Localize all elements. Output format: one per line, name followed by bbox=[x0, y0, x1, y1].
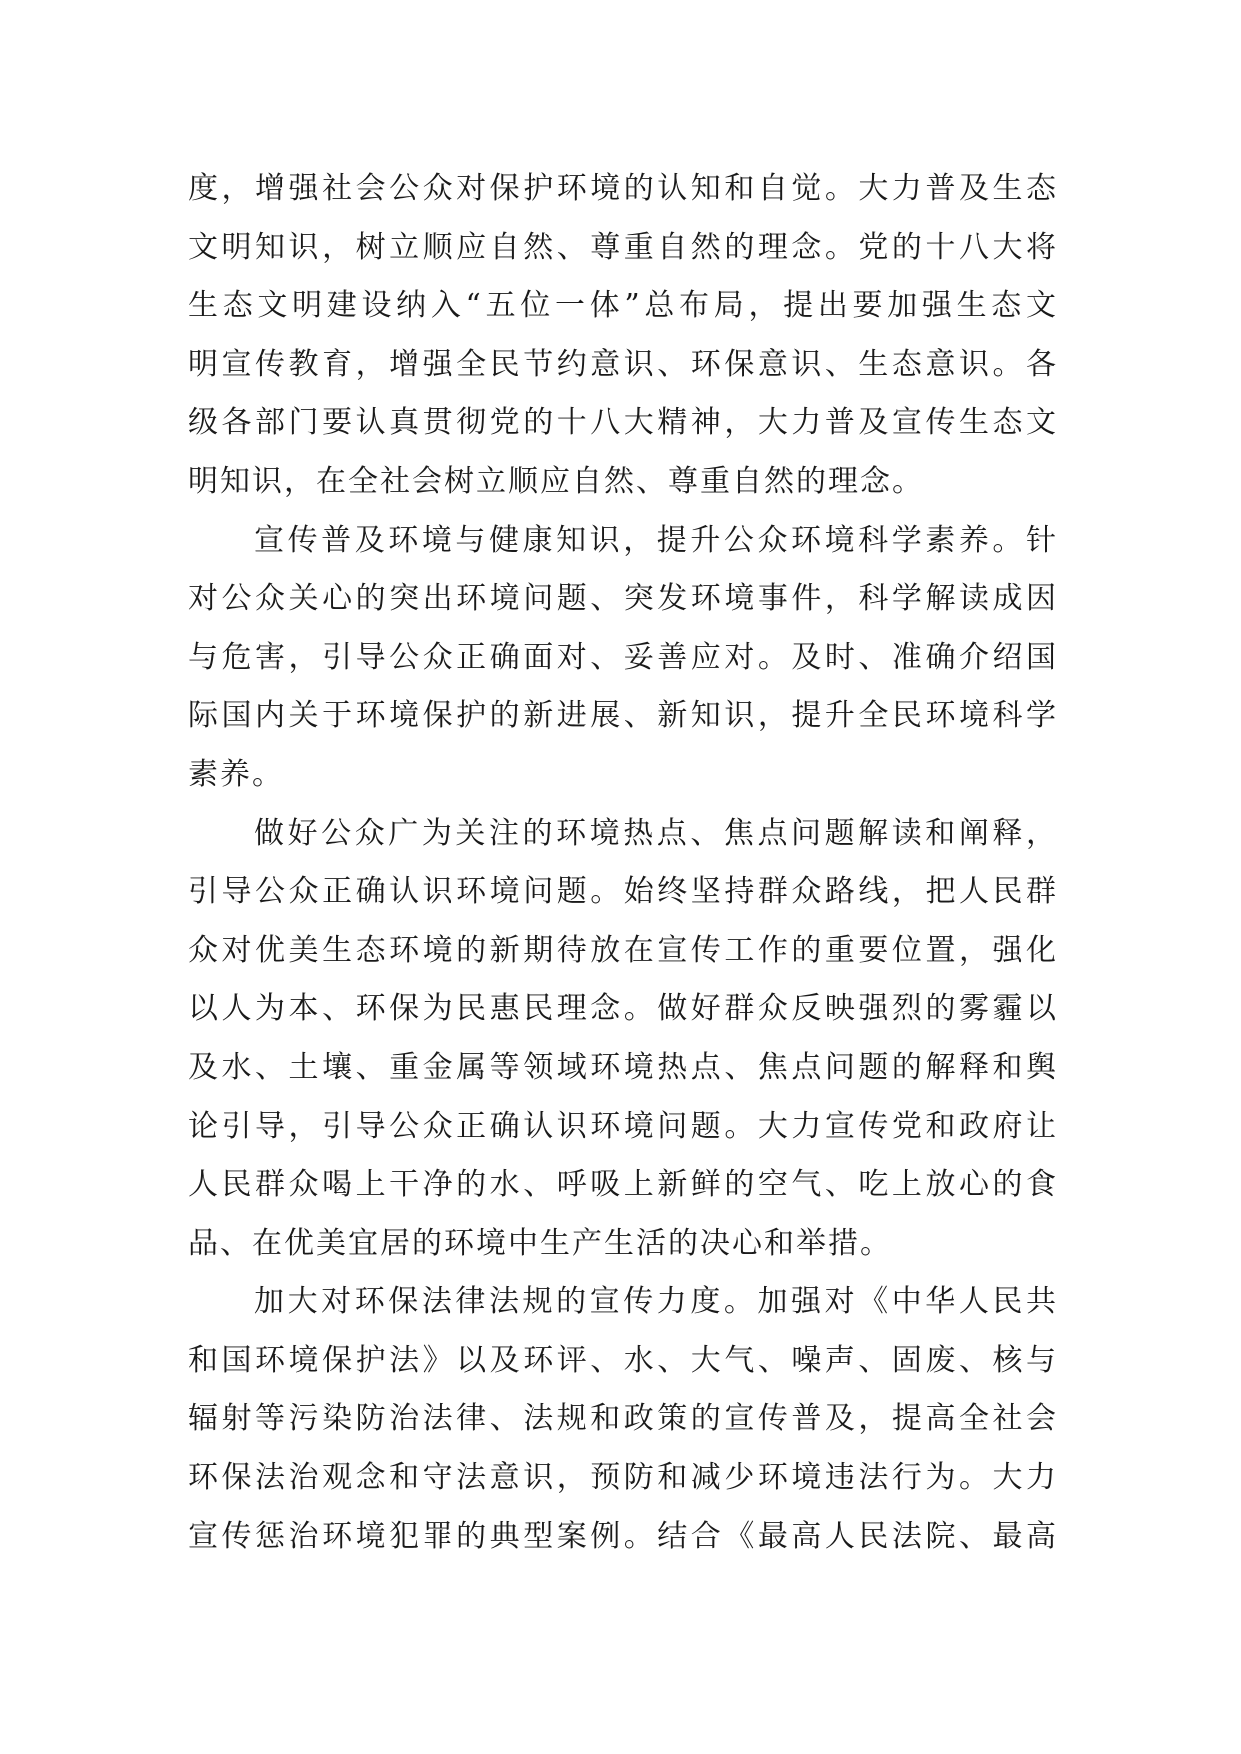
text-line: 宣传普及环境与健康知识，提升公众环境科学素养。针 bbox=[254, 522, 1058, 558]
paragraph bbox=[188, 1273, 1058, 1566]
paragraph bbox=[188, 160, 1058, 512]
text-line: 度，增强社会公众对保护环境的认知和自觉。大力普及生态 bbox=[188, 171, 1058, 206]
text-line: 对公众关心的突出环境问题、突发环境事件，科学解读成因 bbox=[188, 581, 1058, 617]
text-line: 明宣传教育，增强全民节约意识、环保意识、生态意识。各 bbox=[188, 346, 1058, 382]
body-text bbox=[188, 160, 1058, 1566]
text-line: 加大对环保法律法规的宣传力度。加强对《中华人民共 bbox=[254, 1284, 1058, 1320]
text-line: 引导公众正确认识环境问题。始终坚持群众路线，把人民群 bbox=[188, 874, 1058, 910]
text-line: 文明知识，树立顺应自然、尊重自然的理念。党的十八大将 bbox=[188, 229, 1058, 265]
text-line: 明知识，在全社会树立顺应自然、尊重自然的理念。 bbox=[188, 463, 924, 499]
text-line: 以人为本、环保为民惠民理念。做好群众反映强烈的雾霾以 bbox=[188, 991, 1058, 1027]
text-line: 及水、土壤、重金属等领域环境热点、焦点问题的解释和舆 bbox=[188, 1049, 1058, 1085]
text-line: 际国内关于环境保护的新进展、新知识，提升全民环境科学 bbox=[188, 698, 1058, 734]
text-line: 做好公众广为关注的环境热点、焦点问题解读和阐释， bbox=[254, 815, 1058, 851]
text-line: 论引导，引导公众正确认识环境问题。大力宣传党和政府让 bbox=[188, 1108, 1058, 1144]
text-line: 环保法治观念和守法意识，预防和减少环境违法行为。大力 bbox=[188, 1460, 1058, 1496]
text-line: 辐射等污染防治法律、法规和政策的宣传普及，提高全社会 bbox=[188, 1401, 1058, 1437]
text-line: 素养。 bbox=[188, 756, 284, 792]
text-line: 人民群众喝上干净的水、呼吸上新鲜的空气、吃上放心的食 bbox=[188, 1167, 1058, 1203]
text-line: 品、在优美宜居的环境中生产生活的决心和举措。 bbox=[188, 1225, 892, 1261]
paragraph bbox=[188, 805, 1058, 1274]
text-line: 和国环境保护法》以及环评、水、大气、噪声、固废、核与 bbox=[188, 1342, 1058, 1378]
text-line: 众对优美生态环境的新期待放在宣传工作的重要位置，强化 bbox=[188, 932, 1058, 968]
text-line: 与危害，引导公众正确面对、妥善应对。及时、准确介绍国 bbox=[188, 639, 1058, 675]
text-line: 生态文明建设纳入“五位一体”总布局，提出要加强生态文 bbox=[188, 288, 1058, 324]
paragraph bbox=[188, 512, 1058, 805]
text-line: 级各部门要认真贯彻党的十八大精神，大力普及宣传生态文 bbox=[188, 405, 1058, 441]
text-line: 宣传惩治环境犯罪的典型案例。结合《最高人民法院、最高 bbox=[188, 1518, 1058, 1554]
